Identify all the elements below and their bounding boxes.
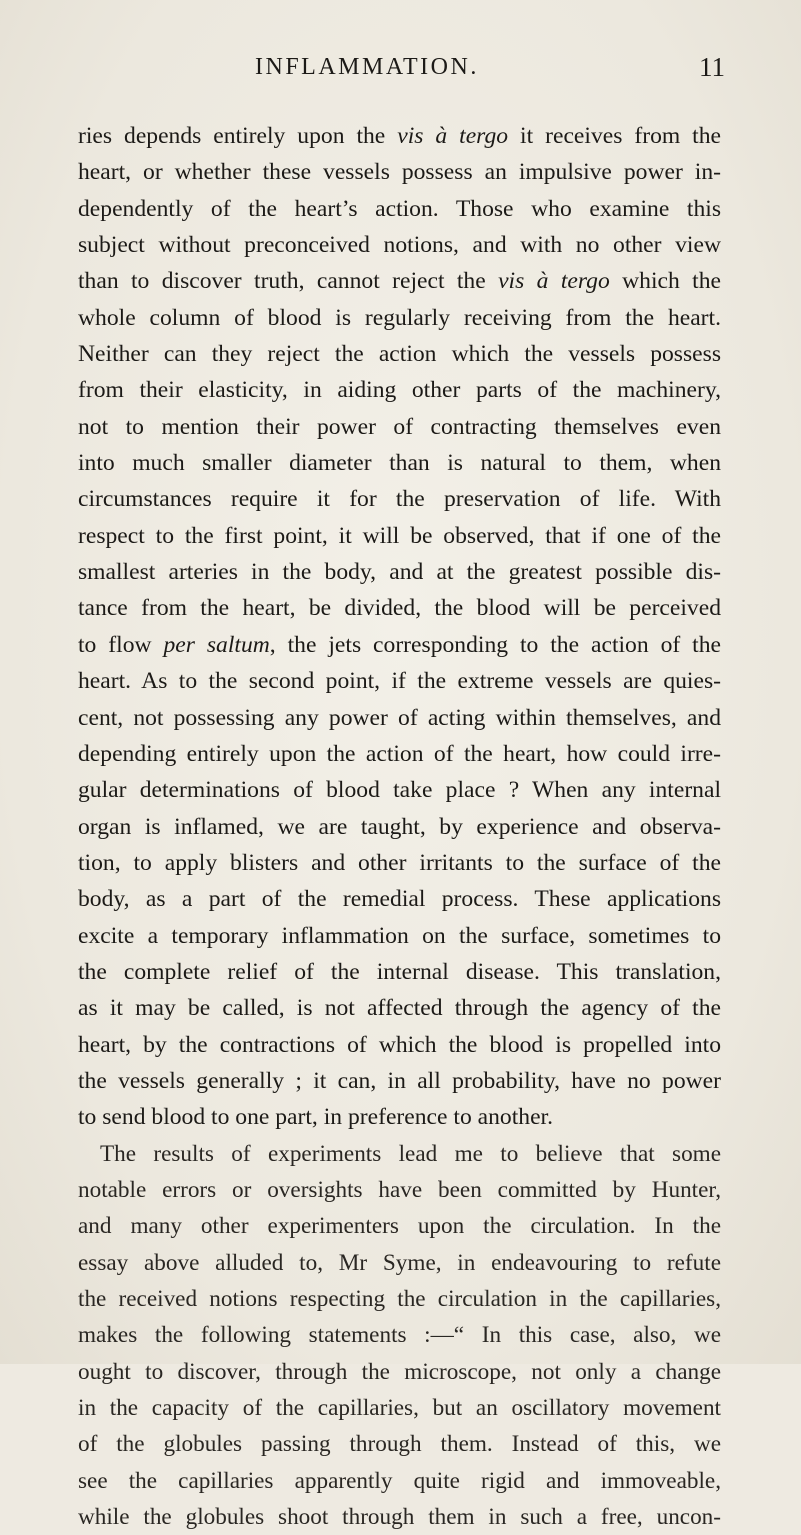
text-line [78, 263, 721, 299]
text-line [78, 154, 721, 190]
text-segment: ries depends entirely upon the [78, 123, 398, 149]
text-line [78, 445, 721, 481]
text-segment: , the jets corresponding to the action of the [269, 631, 721, 658]
text-segment: the vessels generally ; it can, in all probability, have no power [78, 1067, 721, 1094]
text-segment: ought to discover, through the microscope, not only a change [78, 1358, 721, 1385]
text-line [78, 700, 721, 736]
text-line [78, 1063, 721, 1099]
text-line [78, 881, 721, 917]
text-segment: in the capacity of the capillaries, but an oscillatory movement [78, 1395, 721, 1422]
text-line [78, 736, 721, 772]
text-segment: body, as a part of the remedial process. These applications [78, 886, 721, 913]
text-segment: while the globules shoot through them in such a free, uncon- [78, 1504, 721, 1531]
text-segment: smallest arteries in the body, and at the greatest possible dis- [78, 559, 721, 586]
text-line [78, 990, 721, 1026]
text-segment: into much smaller diameter than is natural to them, when [78, 450, 721, 477]
text-line [78, 1136, 721, 1172]
text-segment: dependently of the heart’s action. Those who examine this [78, 195, 721, 222]
text-line [78, 590, 721, 626]
text-segment: subject without preconceived notions, and with no other view [78, 232, 721, 259]
text-segment: excite a temporary inflammation on the surface, sometimes to [78, 922, 721, 949]
text-segment: and many other experimenters upon the circulation. In the [78, 1213, 721, 1240]
text-segment: tion, to apply blisters and other irritants to the surface of the [78, 849, 721, 876]
text-segment: heart, by the contractions of which the blood is propelled into [78, 1031, 721, 1058]
running-head [255, 54, 725, 94]
text-line [78, 809, 721, 845]
italic-phrase: per saltum [163, 631, 270, 658]
text-line [78, 554, 721, 590]
text-segment: essay above alluded to, Mr Syme, in endeavouring to refute [78, 1249, 721, 1276]
text-line [78, 1317, 721, 1353]
text-line [78, 1172, 721, 1208]
text-line [78, 1208, 721, 1244]
text-segment: organ is inflamed, we are taught, by experience and observa- [78, 813, 721, 840]
text-segment: which the [609, 268, 721, 295]
text-segment: see the capillaries apparently quite rigid and immoveable, [78, 1467, 721, 1494]
text-segment: depending entirely upon the action of the heart, how could irre- [78, 740, 721, 767]
text-segment: the complete relief of the internal disease. This translation, [78, 958, 721, 985]
text-line [78, 300, 721, 336]
text-line [78, 1499, 721, 1535]
text-line [78, 1354, 721, 1390]
text-segment: notable errors or oversights have been committed by Hunter, [78, 1176, 721, 1203]
text-segment: the received notions respecting the circulation in the capillaries, [78, 1286, 721, 1312]
text-line [78, 772, 721, 808]
italic-phrase: vis à tergo [498, 268, 610, 295]
body-text [78, 118, 721, 1535]
text-segment: heart, or whether these vessels possess an impulsive power in- [78, 159, 721, 186]
text-segment: heart. As to the second point, if the extreme vessels are quies- [78, 668, 721, 695]
text-line [78, 918, 721, 954]
text-line [78, 227, 721, 263]
text-line [78, 1099, 721, 1135]
running-head-title: INFLAMMATION. [255, 54, 479, 80]
text-line [78, 1426, 721, 1462]
text-line [78, 191, 721, 227]
text-segment: gular determinations of blood take place ? When any internal [78, 777, 721, 804]
italic-phrase: vis à tergo [397, 123, 509, 149]
text-line [78, 518, 721, 554]
text-line [78, 118, 721, 154]
text-segment: makes the following statements :—“ In this case, also, we [78, 1322, 721, 1349]
text-line [78, 1245, 721, 1281]
text-line [78, 663, 721, 699]
text-line [78, 1463, 721, 1499]
text-line [78, 409, 721, 445]
text-line [78, 627, 721, 663]
text-segment: tance from the heart, be divided, the blood will be perceived [78, 595, 721, 622]
text-segment: cent, not possessing any power of acting within themselves, and [78, 704, 721, 731]
text-line [78, 1027, 721, 1063]
text-segment: than to discover truth, cannot reject the [78, 268, 499, 295]
text-line [78, 845, 721, 881]
text-line [78, 954, 721, 990]
text-line [78, 1390, 721, 1426]
text-segment: respect to the first point, it will be observed, that if one of the [78, 522, 721, 549]
text-line [78, 481, 721, 517]
text-segment: to send blood to one part, in preference to another. [78, 1104, 553, 1131]
text-segment: to flow [78, 631, 164, 658]
text-segment: The results of experiments lead me to believe that some [100, 1140, 721, 1167]
text-segment: whole column of blood is regularly receiving from the heart. [78, 304, 721, 331]
text-line [78, 336, 721, 372]
text-segment: Neither can they reject the action which the vessels possess [78, 341, 721, 368]
text-segment: not to mention their power of contracting themselves even [78, 413, 721, 440]
text-segment: circumstances require it for the preservation of life. With [78, 486, 721, 513]
text-segment: it receives from the [508, 123, 721, 149]
text-segment: of the globules passing through them. Instead of this, we [78, 1431, 721, 1458]
page-number: 11 [699, 52, 725, 82]
text-segment: from their elasticity, in aiding other parts of the machinery, [78, 377, 721, 404]
text-line [78, 1281, 721, 1317]
text-line [78, 372, 721, 408]
text-segment: as it may be called, is not affected through the agency of the [78, 995, 721, 1022]
